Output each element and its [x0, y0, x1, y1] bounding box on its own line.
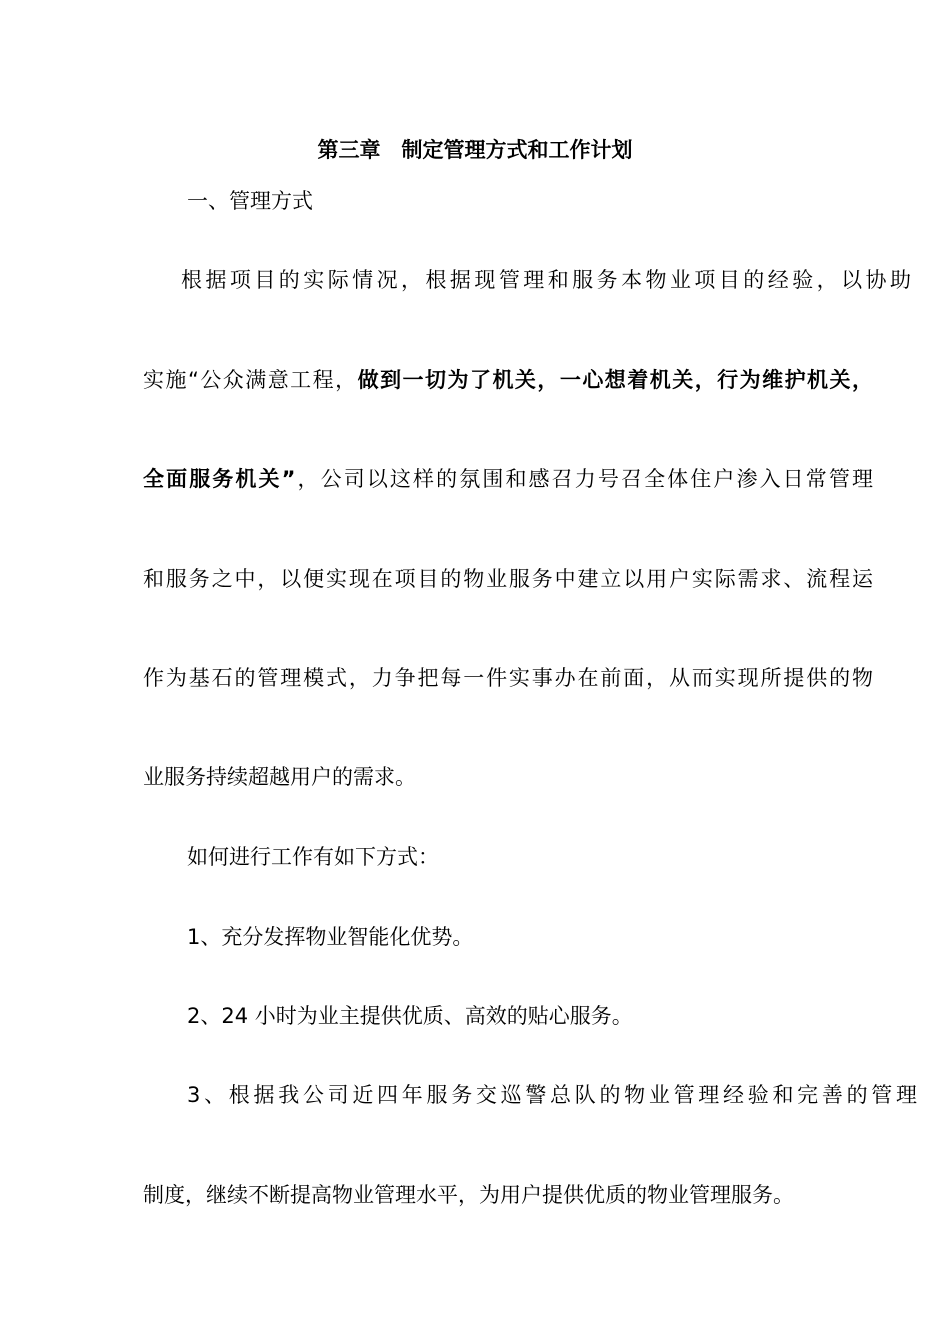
paragraph1-line2-prefix: 实施“公众满意工程，	[143, 368, 358, 392]
list-item-2: 2、24 小时为业主提供优质、高效的贴心服务。	[187, 1004, 633, 1028]
paragraph1-line6: 业服务持续超越用户的需求。	[143, 765, 416, 789]
paragraph1-line2	[143, 365, 873, 395]
paragraph1-line4: 和服务之中，以便实现在项目的物业服务中建立以用户实际需求、流程运	[143, 567, 873, 591]
list-item-3-line2: 制度，继续不断提高物业管理水平，为用户提供优质的物业管理服务。	[143, 1183, 794, 1207]
paragraph1-line3-rest: ，公司以这样的氛围和感召力号召全体住户渗入日常管理	[295, 467, 873, 491]
paragraph1-line3-bold: 全面服务机关”	[143, 467, 296, 491]
paragraph1-line1: 根据项目的实际情况，根据现管理和服务本物业项目的经验，以协助	[181, 268, 911, 292]
paragraph1-line5: 作为基石的管理模式，力争把每一件实事办在前面，从而实现所提供的物	[143, 666, 873, 690]
paragraph1-line3	[143, 464, 873, 494]
methods-intro: 如何进行工作有如下方式：	[187, 845, 439, 869]
paragraph1-line2-bold: 做到一切为了机关，一心想着机关，行为维护机关，	[357, 368, 873, 392]
section-heading: 一、管理方式	[187, 189, 313, 213]
chapter-title: 第三章 制定管理方式和工作计划	[317, 138, 633, 162]
list-item-1: 1、充分发挥物业智能化优势。	[187, 925, 474, 949]
list-item-3-line1: 3、根据我公司近四年服务交巡警总队的物业管理经验和完善的管理	[187, 1083, 917, 1107]
